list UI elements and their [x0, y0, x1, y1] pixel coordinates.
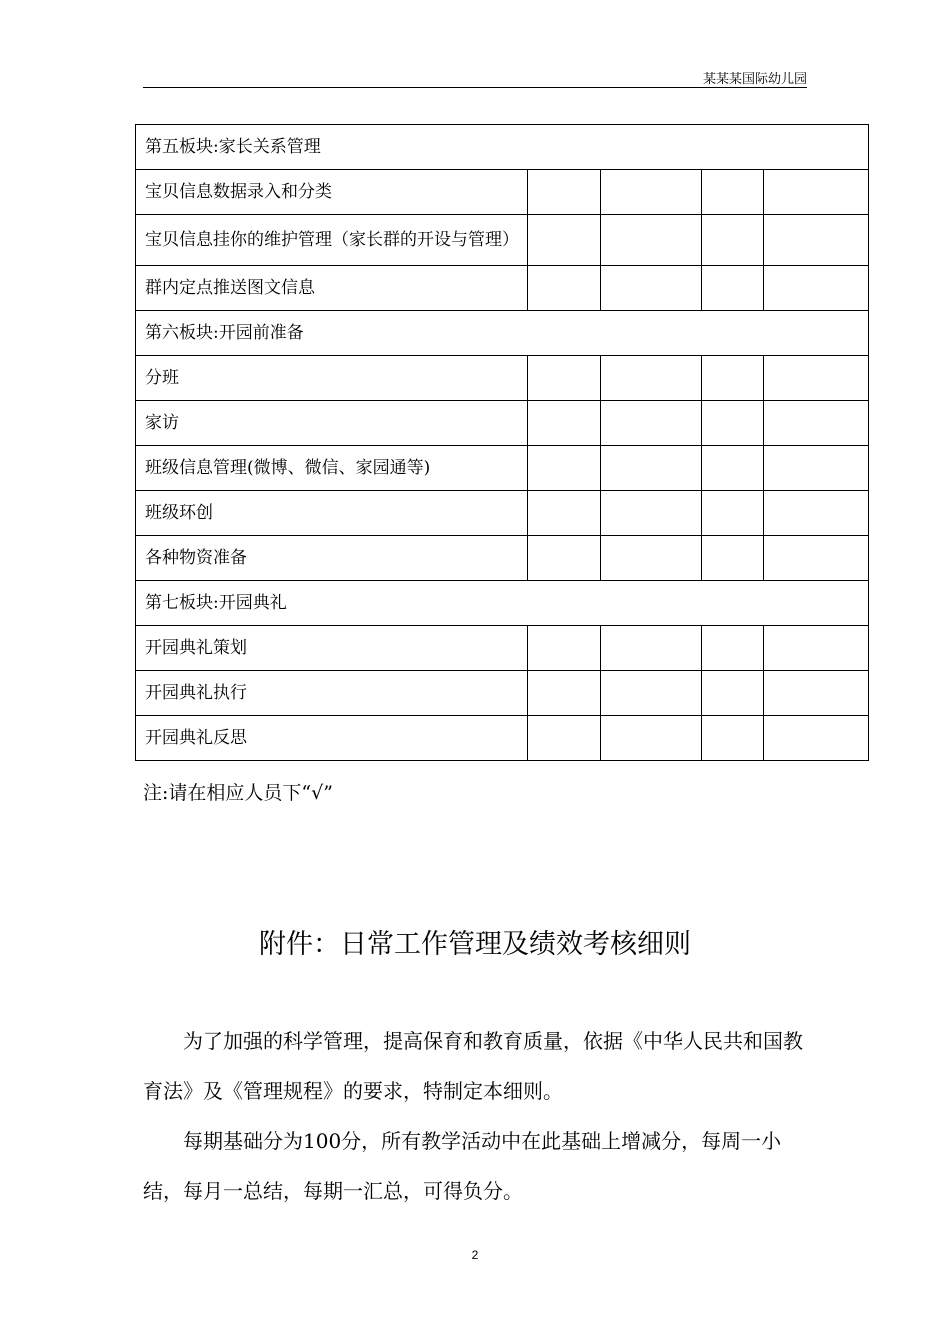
check-cell[interactable] [702, 536, 764, 581]
check-cell[interactable] [528, 401, 601, 446]
check-cell[interactable] [702, 671, 764, 716]
check-cell[interactable] [764, 446, 869, 491]
check-cell[interactable] [764, 716, 869, 761]
check-cell[interactable] [764, 356, 869, 401]
task-label: 班级信息管理(微博、微信、家园通等) [136, 446, 528, 491]
check-cell[interactable] [702, 266, 764, 311]
task-row [136, 671, 869, 716]
check-cell[interactable] [702, 446, 764, 491]
check-cell[interactable] [702, 170, 764, 215]
section-row [136, 581, 869, 626]
task-row [136, 626, 869, 671]
task-label: 开园典礼反思 [136, 716, 528, 761]
check-cell[interactable] [764, 170, 869, 215]
check-cell[interactable] [764, 491, 869, 536]
check-cell[interactable] [764, 266, 869, 311]
check-cell[interactable] [702, 716, 764, 761]
task-row [136, 401, 869, 446]
task-row [136, 491, 869, 536]
check-cell[interactable] [601, 356, 702, 401]
check-cell[interactable] [601, 491, 702, 536]
check-cell[interactable] [702, 626, 764, 671]
body-paragraph: 每期基础分为100分，所有教学活动中在此基础上增减分，每周一小结，每月一总结，每期一汇总，可得负分。 [143, 1129, 782, 1203]
task-row [136, 266, 869, 311]
check-cell[interactable] [601, 626, 702, 671]
header-org-name: 某某某国际幼儿园 [702, 72, 807, 87]
check-cell[interactable] [528, 671, 601, 716]
task-row [136, 716, 869, 761]
check-cell[interactable] [528, 626, 601, 671]
appendix-title: 附件：日常工作管理及绩效考核细则 [259, 929, 691, 960]
check-cell[interactable] [702, 356, 764, 401]
check-cell[interactable] [601, 170, 702, 215]
check-cell[interactable] [601, 671, 702, 716]
check-cell[interactable] [601, 215, 702, 266]
body-paragraph: 为了加强的科学管理，提高保育和教育质量，依据《中华人民共和国教育法》及《管理规程》的要求，特制定本细则。 [143, 1029, 803, 1103]
task-label: 宝贝信息数据录入和分类 [136, 170, 528, 215]
check-cell[interactable] [528, 716, 601, 761]
check-cell[interactable] [528, 356, 601, 401]
check-cell[interactable] [528, 446, 601, 491]
section-row [136, 125, 869, 170]
check-cell[interactable] [601, 536, 702, 581]
check-cell[interactable] [528, 491, 601, 536]
task-assignment-table [135, 124, 869, 761]
task-label: 开园典礼执行 [136, 671, 528, 716]
page-header [143, 66, 807, 88]
check-cell[interactable] [601, 446, 702, 491]
check-cell[interactable] [528, 266, 601, 311]
table-note: 注:请在相应人员下“√” [143, 782, 333, 804]
check-cell[interactable] [528, 170, 601, 215]
section-label: 第六板块:开园前准备 [136, 311, 869, 356]
check-cell[interactable] [764, 671, 869, 716]
task-row [136, 536, 869, 581]
task-row [136, 215, 869, 266]
check-cell[interactable] [764, 536, 869, 581]
task-label: 分班 [136, 356, 528, 401]
check-cell[interactable] [601, 401, 702, 446]
section-row [136, 311, 869, 356]
task-label: 家访 [136, 401, 528, 446]
check-cell[interactable] [601, 266, 702, 311]
task-label: 宝贝信息挂你的维护管理（家长群的开设与管理） [136, 215, 528, 266]
task-label: 群内定点推送图文信息 [136, 266, 528, 311]
task-label: 各种物资准备 [136, 536, 528, 581]
section-label: 第七板块:开园典礼 [136, 581, 869, 626]
check-cell[interactable] [764, 215, 869, 266]
task-label: 班级环创 [136, 491, 528, 536]
task-label: 开园典礼策划 [136, 626, 528, 671]
check-cell[interactable] [702, 491, 764, 536]
check-cell[interactable] [764, 626, 869, 671]
check-cell[interactable] [702, 215, 764, 266]
task-row [136, 170, 869, 215]
section-label: 第五板块:家长关系管理 [136, 125, 869, 170]
check-cell[interactable] [528, 215, 601, 266]
task-row [136, 356, 869, 401]
check-cell[interactable] [764, 401, 869, 446]
page-number: 2 [471, 1248, 479, 1262]
check-cell[interactable] [601, 716, 702, 761]
check-cell[interactable] [702, 401, 764, 446]
task-row [136, 446, 869, 491]
check-cell[interactable] [528, 536, 601, 581]
